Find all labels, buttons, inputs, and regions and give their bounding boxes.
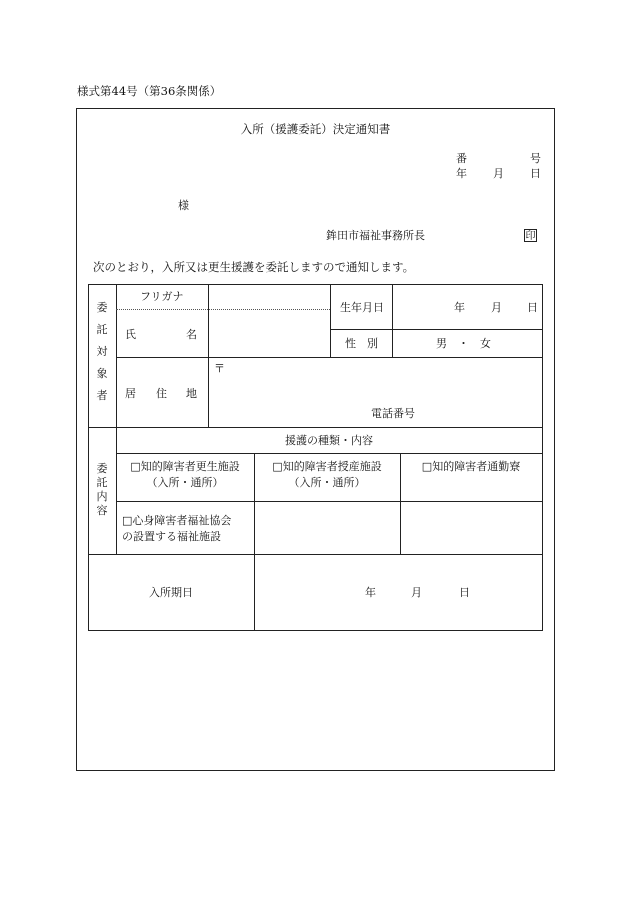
- number-label-right: 号: [530, 152, 541, 165]
- option-welfare-association-line2: の設置する福祉施設: [122, 530, 221, 543]
- number-label-left: 番: [456, 152, 467, 165]
- furigana-dotted-line: [116, 309, 330, 310]
- option-sheltered-workshop[interactable]: □知的障害者授産施設: [272, 460, 382, 473]
- option-rehab-facility[interactable]: □知的障害者更生施設: [130, 460, 240, 473]
- admission-year-label: 年: [365, 586, 376, 599]
- phone-label: 電話番号: [371, 407, 415, 420]
- postal-mark: 〒: [214, 362, 225, 375]
- content-header: 援護の種類・内容: [285, 434, 373, 447]
- birth-month-label: 月: [491, 301, 502, 314]
- subject-section-label: 委 託 対 象 者: [96, 301, 108, 402]
- content-admission-divider: [88, 554, 542, 555]
- option-commuter-dorm[interactable]: □知的障害者通勤寮: [421, 460, 521, 473]
- name-label-2: 名: [186, 328, 197, 341]
- address-label-2: 住: [156, 387, 167, 400]
- intro-text: 次のとおり，入所又は更生援護を委託しますので通知します。: [93, 260, 415, 274]
- addressee-suffix: 様: [178, 199, 189, 212]
- birth-gender-row-line: [330, 329, 542, 330]
- content-header-line: [116, 453, 542, 454]
- content-section-label-1: 委 託: [96, 462, 108, 489]
- form-number: 様式第44号（第36条関係）: [77, 84, 222, 98]
- birth-gender-divider-1: [330, 284, 331, 357]
- content-section-label-2: 内 容: [96, 490, 108, 517]
- birth-year-label: 年: [454, 301, 465, 314]
- table-top-line: [88, 284, 542, 285]
- option-welfare-association[interactable]: □心身障害者福祉協会: [122, 514, 232, 527]
- table-left-line: [88, 284, 89, 631]
- seal-mark: 印: [525, 231, 536, 242]
- gender-label: 性 別: [345, 337, 378, 350]
- table-right-line: [542, 284, 543, 631]
- issuer-name: 鉾田市福祉事務所長: [326, 229, 425, 242]
- birthdate-label: 生年月日: [340, 301, 384, 314]
- admission-date-label: 入所期日: [149, 586, 193, 599]
- gender-options: 男 ・ 女: [436, 337, 491, 350]
- content-row-line: [116, 501, 542, 502]
- address-label-3: 地: [186, 387, 197, 400]
- admission-month-label: 月: [411, 586, 422, 599]
- label-value-divider: [208, 284, 209, 427]
- birth-gender-divider-2: [392, 284, 393, 357]
- address-label-1: 居: [125, 387, 136, 400]
- furigana-label: フリガナ: [140, 290, 184, 303]
- date-month-label: 月: [493, 167, 504, 180]
- date-day-label: 日: [530, 167, 541, 180]
- document-title: 入所（援護委託）決定通知書: [240, 122, 391, 136]
- name-label-1: 氏: [125, 328, 136, 341]
- birth-day-label: 日: [527, 301, 538, 314]
- date-year-label: 年: [456, 167, 467, 180]
- option-sheltered-workshop-mode: （入所・通所）: [288, 476, 366, 489]
- name-address-row-line: [116, 357, 542, 358]
- section-label-divider: [116, 284, 117, 554]
- admission-day-label: 日: [459, 586, 470, 599]
- table-bottom-line: [88, 630, 542, 631]
- option-rehab-facility-mode: （入所・通所）: [146, 476, 224, 489]
- subject-content-divider: [88, 427, 542, 428]
